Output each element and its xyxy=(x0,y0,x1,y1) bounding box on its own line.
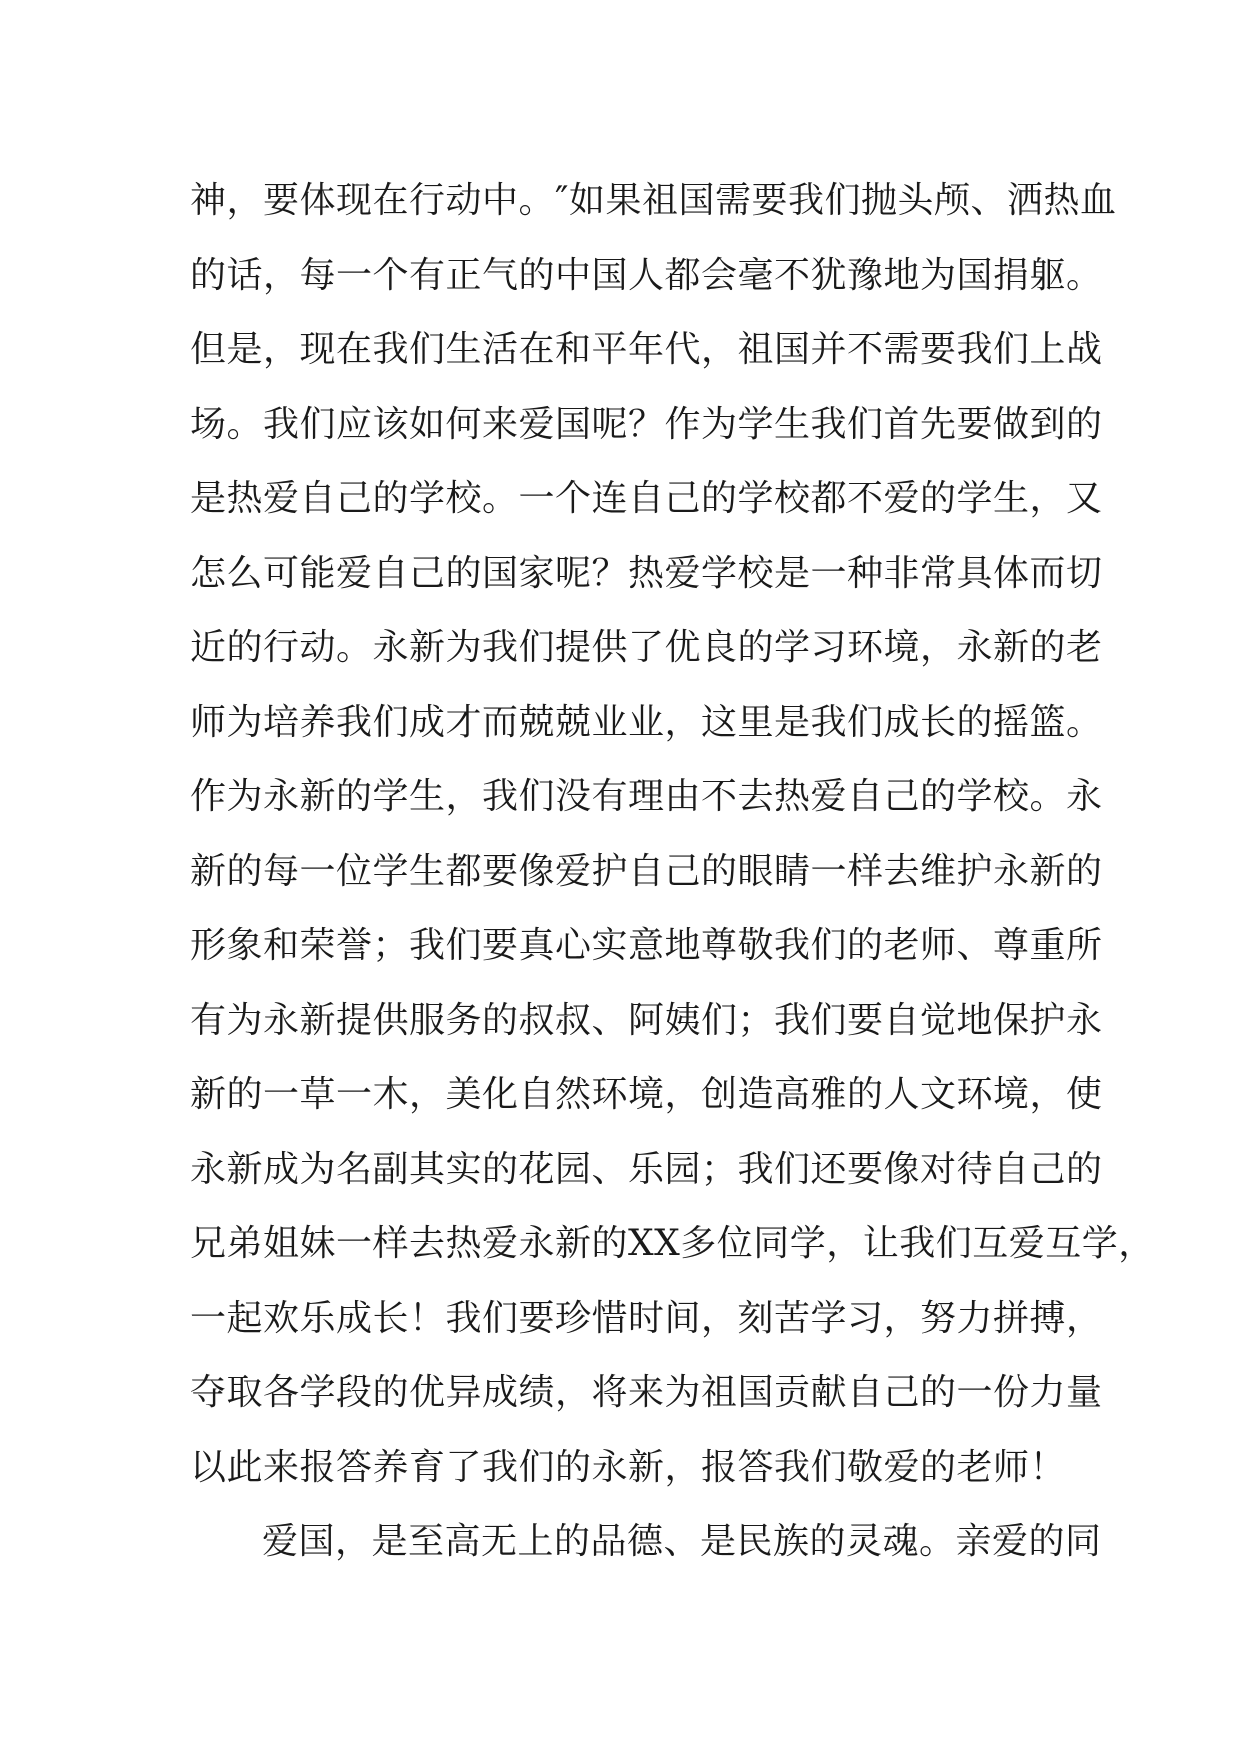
text-line: 师为培养我们成才而兢兢业业，这里是我们成长的摇篮。 xyxy=(190,701,1103,743)
text-line: 作为永新的学生，我们没有理由不去热爱自己的学校。永 xyxy=(190,776,1103,817)
text-line: 夺取各学段的优异成绩，将来为祖国贡献自己的一份力量 xyxy=(190,1372,1103,1413)
body-text xyxy=(190,164,1155,1580)
paragraph-start-line: 爱国，是至高无上的品德、是民族的灵魂。亲爱的同 xyxy=(262,1521,1102,1562)
text-line: 形象和荣誉；我们要真心实意地尊敬我们的老师、尊重所 xyxy=(190,925,1103,966)
text-line: 场。我们应该如何来爱国呢？作为学生我们首先要做到的 xyxy=(190,403,1103,445)
text-line: 是热爱自己的学校。一个连自己的学校都不爱的学生，又 xyxy=(190,478,1103,519)
text-line: 近的行动。永新为我们提供了优良的学习环境，永新的老 xyxy=(190,627,1103,668)
text-line: 神，要体现在行动中。″如果祖国需要我们抛头颅、洒热血 xyxy=(190,180,1117,221)
text-line: 兄弟姐妹一样去热爱永新的XX多位同学，让我们互爱互学， xyxy=(190,1223,1155,1264)
text-line: 一起欢乐成长！我们要珍惜时间，刻苦学习，努力拼搏， xyxy=(190,1297,1103,1339)
text-line: 新的一草一木，美化自然环境，创造高雅的人文环境，使 xyxy=(190,1074,1103,1115)
text-line: 但是，现在我们生活在和平年代，祖国并不需要我们上战 xyxy=(190,329,1103,370)
text-line: 新的每一位学生都要像爱护自己的眼睛一样去维护永新的 xyxy=(190,850,1103,892)
text-line: 有为永新提供服务的叔叔、阿姨们；我们要自觉地保护永 xyxy=(190,999,1103,1041)
text-line: 以此来报答养育了我们的永新，报答我们敬爱的老师！ xyxy=(190,1446,1067,1488)
text-line: 永新成为名副其实的花园、乐园；我们还要像对待自己的 xyxy=(190,1148,1103,1190)
text-line: 的话，每一个有正气的中国人都会毫不犹豫地为国捐躯。 xyxy=(190,254,1103,296)
text-line: 怎么可能爱自己的国家呢？热爱学校是一种非常具体而切 xyxy=(190,552,1103,594)
